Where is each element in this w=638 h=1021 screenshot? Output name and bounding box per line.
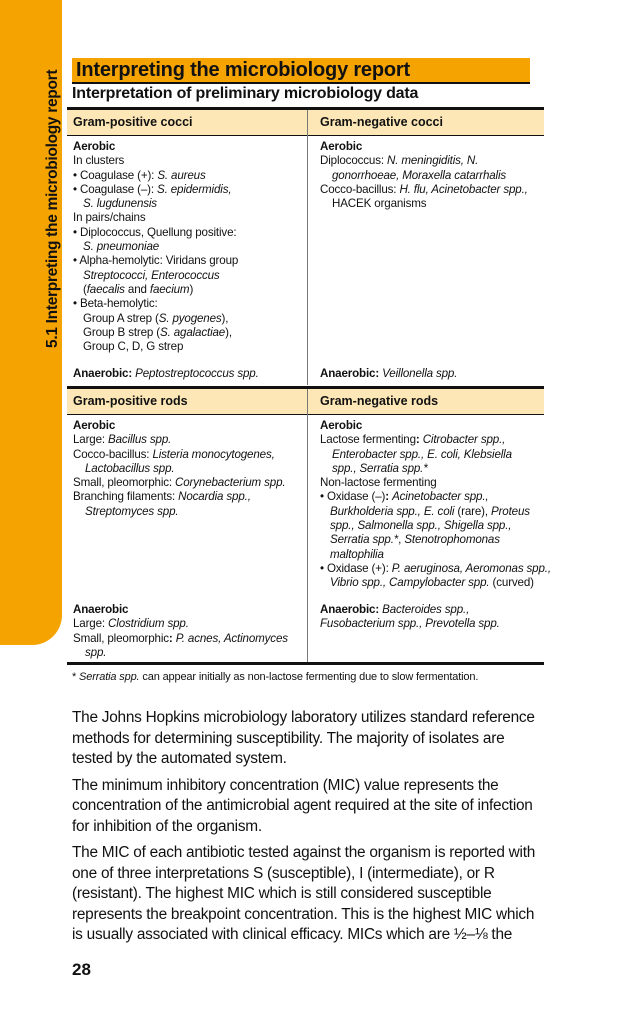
gpc-in-clusters: In clusters — [73, 154, 125, 168]
gnr-anaerobic: Anaerobic: Bacteroides spp., — [320, 603, 470, 616]
gnc-aerobic-label: Aerobic — [320, 140, 363, 153]
gpc-alpha-org2: (faecalis and faecium) — [83, 282, 194, 296]
gpc-alpha-org: Streptococci, Enterococcus — [83, 268, 220, 282]
gnr-nonlactose: Non-lactose fermenting — [320, 476, 437, 490]
title-bar — [72, 58, 530, 84]
header-gram-positive-cocci: Gram-positive cocci — [73, 115, 193, 129]
page-number: 28 — [72, 960, 91, 979]
gpc-coag-neg: • Coagulase (–): S. epidermidis, — [73, 182, 232, 196]
header-gram-negative-cocci: Gram-negative cocci — [320, 115, 443, 129]
gpc-diplo-org: S. pneumoniae — [83, 240, 160, 254]
gnc-diplo-cont: gonorrhoeae, Moraxella catarrhalis — [332, 168, 507, 182]
gpr-branch: Branching filaments: Nocardia spp., — [73, 490, 251, 504]
table-subtitle: Interpretation of preliminary microbiology data — [72, 85, 419, 102]
gnc-hacek: HACEK organisms — [332, 197, 427, 211]
gpr-aerobic-label: Aerobic — [73, 419, 116, 432]
gnr-oxpos-cont: Vibrio spp., Campylobacter spp. (curved) — [330, 576, 534, 590]
gpr-large: Large: Bacillus spp. — [73, 433, 172, 447]
chapter-label: 5.1 Interpreting the microbiology report — [44, 69, 61, 348]
page-title: Interpreting the microbiology report — [76, 59, 410, 81]
gnc-diplo: Diplococcus: N. meningiditis, N. — [320, 154, 479, 168]
gnr-oxneg-cont: Burkholderia spp., E. coli (rare), Proteus — [330, 504, 530, 518]
gnr-anaerobic-cont: Fusobacterium spp., Prevotella spp. — [320, 617, 500, 631]
gnr-lactose-cont2: spp., Serratia spp.* — [332, 461, 428, 475]
header-gram-negative-rods: Gram-negative rods — [320, 394, 439, 408]
gnr-oxneg-cont3: Serratia spp.*, Stenotrophomonas — [330, 533, 500, 547]
gnr-anaerobic-block — [320, 603, 500, 632]
gpr-anaerobic-block — [73, 603, 288, 660]
gpc-diplo: • Diplococcus, Quellung positive: — [73, 225, 237, 239]
gpc-coag-pos: • Coagulase (+): S. aureus — [73, 168, 206, 182]
gram-positive-rods-cell — [73, 419, 285, 519]
gpc-anaerobic: Anaerobic: Peptostreptococcus spp. — [73, 367, 259, 380]
gpc-alpha: • Alpha-hemolytic: Viridans group — [73, 254, 239, 268]
gram-positive-cocci-cell — [73, 140, 238, 354]
gram-negative-rods-cell — [320, 419, 551, 591]
header-rule-cocci — [67, 135, 544, 136]
gnr-oxneg-cont2: spp., Salmonella spp., Shigella spp., — [330, 519, 512, 533]
gpc-beta: • Beta-hemolytic: — [73, 297, 158, 311]
gnc-cocco: Cocco-bacillus: H. flu, Acinetobacter spp., — [320, 182, 528, 196]
gnr-oxneg-cont4: maltophilia — [330, 547, 384, 561]
gram-negative-cocci-cell — [320, 140, 528, 211]
gpr-an-small: Small, pleomorphic: P. acnes, Actinomyces — [73, 631, 288, 645]
paragraph-2: The minimum inhibitory concentration (MIC) value represents the concentration of the antimicrobial agent required at the site of infection for inhibition of the organism. — [72, 776, 533, 835]
paragraph-1: The Johns Hopkins microbiology laboratory utilizes standard reference methods for determining susceptibility. The majority of isolates are tested by the automated system. — [72, 709, 535, 767]
table-bottom-rule — [67, 662, 544, 665]
table-footnote: * Serratia spp. can appear initially as non-lactose fermenting due to slow fermentation. — [72, 671, 479, 683]
gpc-aerobic-label: Aerobic — [73, 140, 116, 153]
body-text — [72, 708, 547, 952]
gnr-oxpos: • Oxidase (+): P. aeruginosa, Aeromonas spp., — [320, 561, 551, 575]
gnr-aerobic-label: Aerobic — [320, 419, 363, 432]
gnr-lactose-cont: Enterobacter spp., E. coli, Klebsiella — [332, 447, 512, 461]
gpc-group-b: Group B strep (S. agalactiae), — [83, 325, 232, 339]
gpr-small: Small, pleomorphic: Corynebacterium spp. — [73, 476, 286, 490]
column-divider-cocci — [307, 110, 308, 385]
paragraph-3: The MIC of each antibiotic tested against the organism is reported with one of three interpretations S (susceptible), I (intermediate), or R (resistant). The highest MIC which is still considered susceptible represents the breakpoint concentration. This is the highest MIC which is usually associated with clinical efficacy. MICs which are ½–⅛ the — [72, 844, 536, 943]
gpr-an-large: Large: Clostridium spp. — [73, 617, 189, 631]
gpc-group-cdg: Group C, D, G strep — [83, 340, 184, 354]
gpr-cocco-cont: Lactobacillus spp. — [85, 461, 175, 475]
gpr-an-small-cont: spp. — [85, 645, 107, 659]
gnr-oxneg: • Oxidase (–): Acinetobacter spp., — [320, 490, 489, 504]
gpc-in-pairs: In pairs/chains — [73, 211, 146, 225]
gnc-anaerobic: Anaerobic: Veillonella spp. — [320, 367, 458, 380]
gpr-anaerobic-label: Anaerobic — [73, 603, 129, 616]
gpr-cocco: Cocco-bacillus: Listeria monocytogenes, — [73, 447, 275, 461]
gnr-lactose: Lactose fermenting: Citrobacter spp., — [320, 433, 506, 447]
gpc-group-a: Group A strep (S. pyogenes), — [83, 311, 229, 325]
gpr-branch-cont: Streptomyces spp. — [85, 504, 179, 518]
header-rule-rods — [67, 414, 544, 415]
header-gram-positive-rods: Gram-positive rods — [73, 394, 188, 408]
gpc-coag-neg-cont: S. lugdunensis — [83, 197, 157, 211]
column-divider-rods — [307, 389, 308, 663]
